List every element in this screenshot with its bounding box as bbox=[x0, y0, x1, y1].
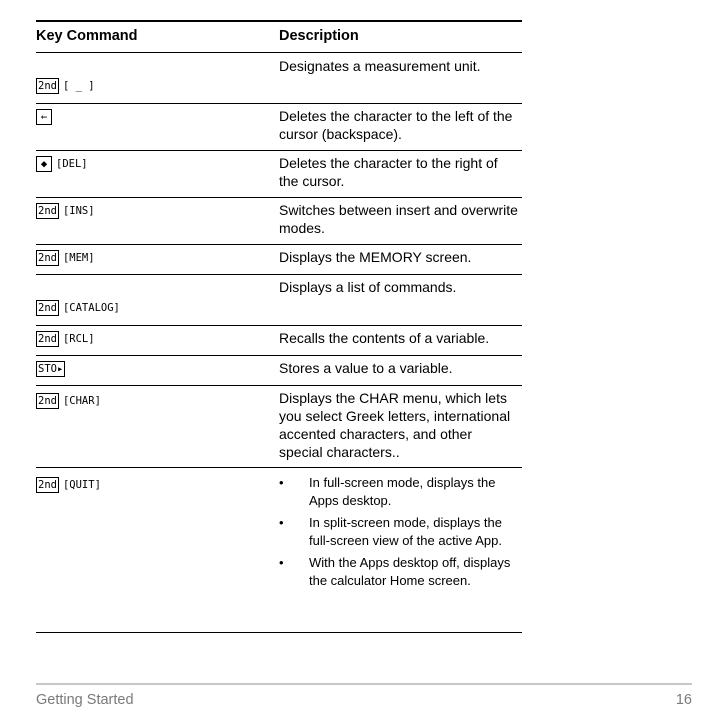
row-description: Displays the MEMORY screen. bbox=[279, 249, 472, 265]
row-description: Displays a list of commands. bbox=[279, 279, 457, 295]
table-row bbox=[36, 245, 522, 275]
page-number: 16 bbox=[675, 692, 692, 708]
bullet-icon: • bbox=[279, 515, 284, 530]
key-2nd: 2nd bbox=[38, 333, 57, 345]
table-row bbox=[36, 275, 522, 326]
row-description: Designates a measurement unit. bbox=[279, 58, 481, 74]
key-mem: [MEM] bbox=[62, 252, 95, 264]
bullet-icon: • bbox=[279, 555, 284, 570]
row-description: Displays the CHAR menu, which lets you select Greek letters, international accented characters, and other special characters.. bbox=[279, 390, 511, 460]
key-command bbox=[36, 203, 95, 219]
table-row bbox=[36, 104, 522, 151]
table-row bbox=[36, 151, 522, 198]
table-top-rule bbox=[36, 20, 522, 22]
footer-rule bbox=[36, 683, 692, 685]
column-header-key-command: Key Command bbox=[36, 28, 138, 44]
key-2nd: 2nd bbox=[38, 479, 57, 491]
key-command bbox=[36, 300, 120, 316]
key-underscore: [ _ ] bbox=[62, 80, 95, 92]
key-char: [CHAR] bbox=[62, 395, 101, 407]
key-rcl: [RCL] bbox=[62, 333, 95, 345]
key-sto: STO▸ bbox=[38, 363, 64, 375]
key-command bbox=[36, 393, 101, 409]
key-2nd: 2nd bbox=[38, 395, 57, 407]
table-row bbox=[36, 468, 522, 633]
bullet-list bbox=[279, 474, 522, 594]
key-quit: [QUIT] bbox=[62, 479, 101, 491]
table-row bbox=[36, 198, 522, 245]
key-ins: [INS] bbox=[62, 205, 95, 217]
key-command bbox=[36, 109, 52, 125]
key-2nd: 2nd bbox=[38, 205, 57, 217]
key-del: [DEL] bbox=[56, 158, 88, 170]
key-catalog: [CATALOG] bbox=[62, 302, 120, 314]
list-item: • In full-screen mode, displays the Apps desktop. bbox=[279, 475, 496, 508]
row-description: Deletes the character to the left of the cursor (backspace). bbox=[279, 108, 513, 142]
key-command bbox=[36, 78, 95, 94]
diamond-key-icon: ◆ bbox=[36, 156, 52, 172]
column-header-description: Description bbox=[279, 28, 359, 44]
key-2nd: 2nd bbox=[38, 80, 57, 92]
row-description: Stores a value to a variable. bbox=[279, 360, 453, 376]
row-description: Deletes the character to the right of the cursor. bbox=[279, 155, 498, 189]
bullet-icon: • bbox=[279, 475, 284, 490]
backspace-key-icon: ← bbox=[36, 109, 52, 125]
row-divider bbox=[36, 632, 522, 633]
key-command bbox=[36, 477, 101, 493]
key-command bbox=[36, 331, 95, 347]
row-description: Recalls the contents of a variable. bbox=[279, 330, 490, 346]
key-2nd: 2nd bbox=[38, 302, 57, 314]
table-row bbox=[36, 356, 522, 386]
key-command bbox=[36, 156, 88, 172]
table-row bbox=[36, 326, 522, 356]
table-row bbox=[36, 386, 522, 468]
key-command bbox=[36, 361, 65, 377]
key-command bbox=[36, 250, 95, 266]
list-item: • With the Apps desktop off, displays the calculator Home screen. bbox=[279, 555, 511, 588]
list-item: • In split-screen mode, displays the full-screen view of the active App. bbox=[279, 515, 502, 548]
footer-section-title: Getting Started bbox=[36, 692, 134, 708]
table-row bbox=[36, 53, 522, 104]
key-2nd: 2nd bbox=[38, 252, 57, 264]
row-description: Switches between insert and overwrite modes. bbox=[279, 202, 518, 236]
